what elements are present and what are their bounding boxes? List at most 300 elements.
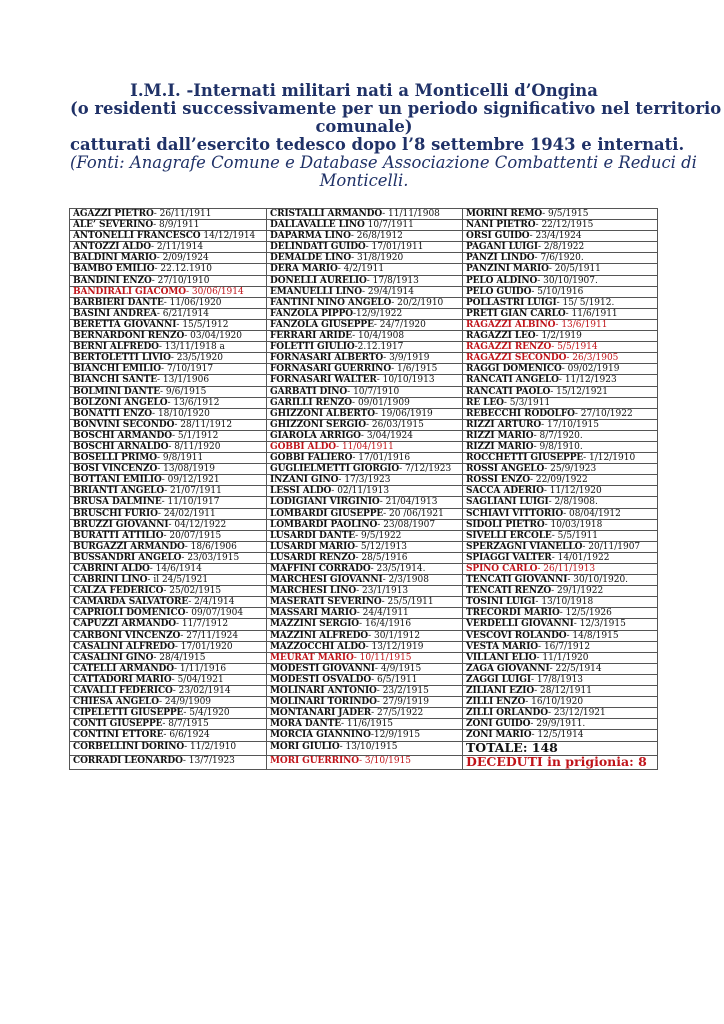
birth-date: - 17/01/1911 — [365, 242, 424, 253]
internee-name: CIPELETTI GIUSEPPE — [73, 708, 184, 719]
table-row — [70, 619, 658, 630]
table-row — [70, 497, 658, 508]
birth-date: - 14/01/1922 — [551, 552, 610, 563]
table-cell — [463, 308, 658, 319]
internee-entry — [466, 542, 640, 552]
table-cell — [463, 652, 658, 663]
birth-date: - 10/03/1918 — [544, 519, 603, 530]
internee-entry — [270, 287, 414, 297]
table-row — [70, 375, 658, 386]
internee-entry — [73, 520, 226, 530]
internee-entry — [466, 608, 612, 618]
birth-date: - 27/11/1924 — [180, 630, 239, 641]
table-row — [70, 741, 658, 755]
table-cell — [70, 397, 267, 408]
internee-entry — [73, 719, 209, 729]
birth-date: - 27/9/1919 — [376, 697, 429, 708]
table-row — [70, 331, 658, 342]
internee-name: LUSARDI MARIO — [270, 541, 355, 552]
internee-entry — [466, 464, 596, 474]
internee-name: CAPUZZI ARMANDO — [73, 619, 177, 630]
internees-table — [69, 208, 658, 770]
birth-date: - 8/7/1920. — [533, 430, 583, 441]
table-row — [70, 575, 658, 586]
document-title-block — [70, 81, 722, 190]
birth-date: - 23/12/1921 — [547, 708, 606, 719]
birth-date: - 15/12/1921 — [550, 386, 608, 397]
internee-entry — [466, 420, 599, 430]
table-cell — [267, 242, 463, 253]
internee-name: RIZZI ARTURO — [466, 419, 542, 430]
internee-name: CAMARDA SALVATORE — [73, 597, 189, 608]
table-cell — [463, 486, 658, 497]
birth-date: - 24/7/1920 — [373, 319, 426, 330]
table-cell — [70, 697, 267, 708]
table-row — [70, 541, 658, 552]
internee-entry — [270, 420, 424, 430]
deceased-entry — [466, 320, 607, 330]
title-line-3: comunale) — [315, 117, 413, 136]
table-cell — [70, 519, 267, 530]
birth-date: - 1/6/1915 — [391, 364, 438, 375]
internee-name: LUSARDI RENZO — [270, 552, 356, 563]
internee-name: CATELLI ARMANDO — [73, 663, 174, 674]
birth-date: - 3/04/1924 — [360, 430, 413, 441]
birth-date: - 5/12/1913 — [354, 541, 408, 552]
birth-date: - 16/7/1912 — [538, 641, 591, 652]
internee-name: ZONI GUIDO — [466, 719, 531, 730]
birth-date: - 30/10/1920. — [567, 575, 629, 586]
internee-entry — [270, 364, 437, 374]
internee-name: DELINDATI GUIDO — [270, 242, 366, 253]
internee-entry — [73, 708, 230, 718]
birth-date: - 5/3/1911 — [503, 397, 551, 408]
table-cell — [70, 264, 267, 275]
internee-name: LESSI ALDO — [270, 486, 332, 497]
internee-entry — [270, 375, 435, 385]
birth-date: - 24/02/1911 — [157, 508, 216, 519]
internee-entry — [466, 675, 583, 685]
internee-entry — [270, 331, 404, 341]
table-cell — [70, 353, 267, 364]
internee-name: MONTANARI JADER — [270, 708, 372, 719]
internee-entry — [466, 597, 593, 607]
internees-table-body — [70, 209, 658, 770]
table-cell — [463, 497, 658, 508]
table-cell — [267, 408, 463, 419]
birth-date: - 30/1/1912 — [368, 630, 421, 641]
internee-name: ORSI GUIDO — [466, 231, 530, 242]
table-row — [70, 697, 658, 708]
table-cell — [267, 530, 463, 541]
internee-name: CAVALLI FEDERICO — [73, 686, 173, 697]
internee-entry — [73, 509, 216, 519]
internee-name: CALZA FEDERICO — [73, 586, 164, 597]
table-row — [70, 419, 658, 430]
birth-date: - 9/8/1910. — [533, 441, 583, 452]
internee-entry — [270, 642, 423, 652]
internee-name: CORRADI LEONARDO — [73, 755, 183, 766]
table-cell — [70, 552, 267, 563]
title-line-4: catturati dall’esercito tedesco dopo l’8 settembre 1943 e internati. — [70, 135, 685, 154]
table-cell — [267, 541, 463, 552]
internee-name: RAGAZZI LEO — [466, 331, 536, 342]
table-cell — [463, 453, 658, 464]
internee-name: CONTI GIUSEPPE — [73, 719, 163, 730]
birth-date: - 02/11/1913 — [331, 486, 390, 497]
birth-date: - 20 /06/1921 — [383, 508, 444, 519]
internee-entry — [73, 320, 228, 330]
table-row — [70, 253, 658, 264]
internee-name: PRETI GIAN CARLO — [466, 308, 566, 319]
birth-date: - 29/4/1914 — [361, 286, 415, 297]
table-cell — [70, 641, 267, 652]
birth-date: - 11/7/1912 — [176, 619, 229, 630]
birth-date: - 2/4/1914 — [188, 597, 235, 608]
internee-name: DEMALDÈ LINO — [270, 253, 352, 264]
internee-entry — [466, 719, 585, 729]
title-line-2: (o residenti successivamente per un periodo significativo nel territorio — [70, 99, 722, 118]
birth-date: - 23/5/1914. — [370, 564, 426, 574]
birth-date: - 09/12/1921 — [161, 475, 220, 486]
internee-name: MORI GIULIO — [270, 741, 340, 752]
internee-name: FORNASARI GUERRINO — [270, 364, 392, 375]
internee-entry — [466, 631, 619, 641]
internee-entry — [466, 708, 606, 718]
table-row — [70, 564, 658, 575]
internee-entry — [270, 231, 403, 241]
deceased-entry — [270, 653, 412, 663]
internee-name: GHIZZONI SERGIO — [270, 419, 367, 430]
internee-name: MASSARI MARIO — [270, 608, 357, 619]
table-cell — [267, 608, 463, 619]
internee-name: SAGLIANI LUIGI — [466, 497, 549, 508]
internee-name: BOSCHI ARNALDO — [73, 441, 169, 452]
table-cell — [267, 264, 463, 275]
internee-name: CABRINI ALDO — [73, 564, 150, 574]
internee-entry — [73, 342, 225, 352]
table-cell — [70, 275, 267, 286]
deceased-entry — [466, 342, 598, 352]
internee-name: SIVELLI ERCOLE — [466, 530, 552, 541]
internee-entry — [466, 220, 593, 230]
birth-date: - 14/6/1914 — [149, 564, 202, 574]
internee-name: EMANUELLI LINO — [270, 286, 362, 297]
internee-entry — [270, 730, 420, 740]
birth-date: - 27/5/1922 — [371, 708, 424, 719]
internee-entry — [466, 642, 590, 652]
birth-date: - 11/12/1920 — [543, 486, 602, 497]
internee-entry — [73, 353, 223, 363]
internee-entry — [270, 409, 433, 419]
table-cell — [463, 408, 658, 419]
table-cell — [70, 708, 267, 719]
internee-name: MARCHESI GIOVANNI — [270, 575, 383, 586]
internee-entry — [73, 664, 226, 674]
table-cell — [463, 253, 658, 264]
table-cell — [267, 297, 463, 308]
deceased-count: DECEDUTI in prigionia: 8 — [466, 755, 647, 769]
internee-name: NANI PIETRO — [466, 220, 536, 231]
birth-date: - 24/9/1909 — [158, 697, 212, 708]
internee-name: SPIAGGI VALTER — [466, 552, 552, 563]
birth-date: - 12/3/1915 — [573, 619, 626, 630]
internee-name: CHIESA ANGELO — [73, 697, 159, 708]
internee-name: RIZZI MARIO — [466, 441, 534, 452]
internee-entry — [466, 209, 588, 219]
table-cell — [70, 608, 267, 619]
internee-entry — [73, 475, 220, 485]
internee-name: ZONI MARIO — [466, 730, 532, 741]
table-cell — [463, 663, 658, 674]
table-cell — [267, 686, 463, 697]
internee-name: BOSI VINCENZO — [73, 464, 158, 475]
internee-entry — [73, 309, 209, 319]
table-cell — [267, 375, 463, 386]
internee-entry — [270, 276, 419, 286]
internee-entry — [73, 453, 203, 463]
birth-date: - 26/03/1915 — [366, 419, 424, 430]
birth-date: - 09/01/1909 — [352, 397, 410, 408]
internee-name: MEURAT MARIO — [270, 652, 354, 663]
table-cell — [70, 342, 267, 353]
birth-date: - 13/12/1919 — [365, 641, 424, 652]
birth-date: - 21/07/1911 — [164, 486, 222, 497]
table-cell — [463, 419, 658, 430]
internee-entry — [270, 619, 411, 629]
internee-entry — [270, 664, 421, 674]
total-count: TOTALE: 148 — [466, 741, 558, 755]
internee-name: BOSELLI PRIMO — [73, 453, 157, 464]
table-cell — [70, 209, 267, 220]
internee-name: BONATTI ENZO — [73, 408, 153, 419]
birth-date: - 5/4/1920 — [183, 708, 230, 719]
birth-date: - 16/4/1916 — [359, 619, 412, 630]
internee-name: RIZZI MARIO — [466, 430, 534, 441]
table-cell — [267, 697, 463, 708]
table-cell — [463, 508, 658, 519]
birth-date: - 1/11/1916 — [174, 663, 227, 674]
table-cell — [463, 275, 658, 286]
birth-date: - 5/5/1914 — [551, 342, 598, 353]
birth-date: - 11/10/1917 — [161, 497, 220, 508]
internee-name: LODIGIANI VIRGINIO — [270, 497, 380, 508]
internee-entry — [270, 575, 429, 585]
birth-date: - 23/08/1907 — [377, 519, 436, 530]
internee-name: GARBATI DINO — [270, 386, 348, 397]
table-cell — [463, 386, 658, 397]
birth-date: - 08/04/1912 — [563, 508, 621, 519]
table-cell — [463, 342, 658, 353]
internee-name: CARBONI VINCENZO — [73, 630, 181, 641]
table-cell — [267, 755, 463, 769]
birth-date: - 28/11/1912 — [174, 419, 233, 430]
table-cell — [70, 386, 267, 397]
internee-name: FORNASARI WALTER — [270, 375, 377, 386]
table-cell — [463, 741, 658, 755]
table-cell — [70, 663, 267, 674]
internee-name: RANCATI ANGELO — [466, 375, 559, 386]
birth-date: - 11/6/1911 — [565, 308, 618, 319]
internee-name: SCHIAVI VITTORIO — [466, 508, 564, 519]
internee-entry — [73, 642, 233, 652]
internee-entry — [466, 486, 602, 496]
table-cell — [267, 564, 463, 575]
internee-entry — [466, 287, 583, 297]
birth-date: - 3/10/1915 — [358, 755, 412, 766]
table-cell — [70, 297, 267, 308]
internee-name: MORINI REMO — [466, 209, 543, 219]
table-cell — [267, 419, 463, 430]
internee-name: ALE’ SEVERINO — [73, 220, 154, 231]
birth-date: - 27/10/1922 — [574, 408, 633, 419]
table-cell — [463, 586, 658, 597]
internee-name: FANTINI NINO ANGELO — [270, 297, 392, 308]
table-cell — [70, 286, 267, 297]
internee-name: BANDIRALI GIACOMO — [73, 286, 186, 297]
table-cell — [463, 209, 658, 220]
table-cell — [463, 364, 658, 375]
birth-date: - 26/8/1912 — [350, 231, 403, 242]
birth-date: - 7/10/1917 — [161, 364, 214, 375]
internee-entry — [270, 475, 390, 485]
internee-name: FORNASARI ALBERTO — [270, 353, 384, 364]
internee-entry — [73, 364, 213, 374]
internee-name: ZAGGI LUIGI — [466, 674, 531, 685]
internee-name: MOLINARI ANTONIO — [270, 686, 377, 697]
internee-entry — [270, 608, 409, 618]
internee-name: BUSSANDRI ANGELO — [73, 552, 182, 563]
birth-date: - 6/6/1924 — [163, 730, 210, 741]
birth-date: - 11/11/1908 — [382, 209, 440, 219]
table-row — [70, 652, 658, 663]
birth-date: - 23/5/1920 — [170, 353, 223, 364]
internee-name: BAMBO EMILIO — [73, 264, 155, 275]
birth-date: - 20/11/1907 — [582, 541, 641, 552]
table-cell — [267, 741, 463, 755]
internee-entry — [270, 509, 444, 519]
table-cell — [463, 430, 658, 441]
table-cell — [70, 652, 267, 663]
internee-entry — [270, 597, 434, 607]
table-cell — [463, 541, 658, 552]
table-cell — [463, 242, 658, 253]
internee-entry — [73, 697, 211, 707]
internee-entry — [270, 387, 399, 397]
table-cell — [267, 353, 463, 364]
table-row — [70, 708, 658, 719]
birth-date: - 9/8/1911 — [156, 453, 204, 464]
birth-date: - 12/5/1914 — [531, 730, 584, 741]
internee-name: BERNARDONI RENZO — [73, 331, 185, 342]
birth-date: - 22/12/1915 — [535, 220, 594, 231]
table-cell — [70, 755, 267, 769]
table-cell — [267, 441, 463, 452]
table-cell — [70, 319, 267, 330]
internee-name: LOMBARDI GIUSEPPE — [270, 508, 384, 519]
table-cell — [463, 264, 658, 275]
internee-name: MORI GUERRINO — [270, 755, 359, 766]
internee-entry — [73, 553, 239, 563]
table-cell — [70, 375, 267, 386]
table-row — [70, 386, 658, 397]
internee-entry — [466, 619, 626, 629]
internee-entry — [73, 276, 209, 286]
table-cell — [267, 430, 463, 441]
internee-entry — [466, 253, 584, 263]
internee-entry — [270, 453, 410, 463]
internee-entry — [270, 486, 389, 496]
birth-date: - 9/6/1915 — [159, 386, 207, 397]
internee-entry — [270, 309, 402, 319]
internee-name: SPERZAGNI VIANELLO — [466, 541, 583, 552]
internee-name: ANTOZZI ALDO — [73, 242, 151, 253]
internee-name: VILLANI ELIO — [466, 652, 537, 663]
internee-name: FANZOLA PIPPO — [270, 308, 353, 319]
birth-date: - 17/8/1913 — [530, 674, 584, 685]
internee-name: BALDINI MARIO — [73, 253, 157, 264]
internee-name: GHIZZONI ALBERTO — [270, 408, 375, 419]
birth-date: - 19/06/1919 — [375, 408, 433, 419]
table-cell — [70, 331, 267, 342]
internee-entry — [466, 398, 550, 408]
internee-entry — [73, 675, 224, 685]
table-cell — [463, 519, 658, 530]
birth-date: - 17/10/1915 — [541, 419, 599, 430]
internee-name: CABRINI LINO — [73, 575, 148, 586]
birth-date: - 13/6/1912 — [167, 397, 220, 408]
table-cell — [463, 464, 658, 475]
table-cell — [463, 286, 658, 297]
table-row — [70, 286, 658, 297]
internee-entry — [466, 520, 602, 530]
table-row — [70, 308, 658, 319]
internee-entry — [466, 575, 628, 585]
table-cell — [267, 331, 463, 342]
internee-name: MARCHESI LINO — [270, 586, 357, 597]
birth-date: - 5/5/1911 — [551, 530, 599, 541]
internee-entry — [466, 309, 618, 319]
table-cell — [70, 530, 267, 541]
internee-entry — [73, 242, 203, 252]
birth-date: - 1/12/1910 — [583, 453, 636, 464]
table-cell — [70, 719, 267, 730]
table-cell — [463, 641, 658, 652]
birth-date: - 22/09/1922 — [529, 475, 588, 486]
table-cell — [267, 386, 463, 397]
table-row — [70, 264, 658, 275]
internee-entry — [466, 664, 602, 674]
table-row — [70, 209, 658, 220]
internee-name: VESCOVI ROLANDO — [466, 630, 567, 641]
table-cell — [267, 486, 463, 497]
table-cell — [267, 275, 463, 286]
birth-date: - 11/2/1910 — [184, 741, 237, 752]
internee-entry — [73, 253, 209, 263]
internee-entry — [73, 442, 220, 452]
table-row — [70, 519, 658, 530]
internee-entry — [73, 619, 228, 629]
table-cell — [463, 755, 658, 769]
birth-date: - 28/5/1916 — [355, 552, 408, 563]
table-cell — [70, 586, 267, 597]
table-cell — [267, 663, 463, 674]
internee-name: MORCIA GIANNINO — [270, 730, 371, 741]
birth-date: - 23/03/1915 — [181, 552, 240, 563]
internee-entry — [73, 220, 199, 230]
internee-name: SACCA ADERIO — [466, 486, 544, 497]
internee-entry — [466, 331, 582, 341]
